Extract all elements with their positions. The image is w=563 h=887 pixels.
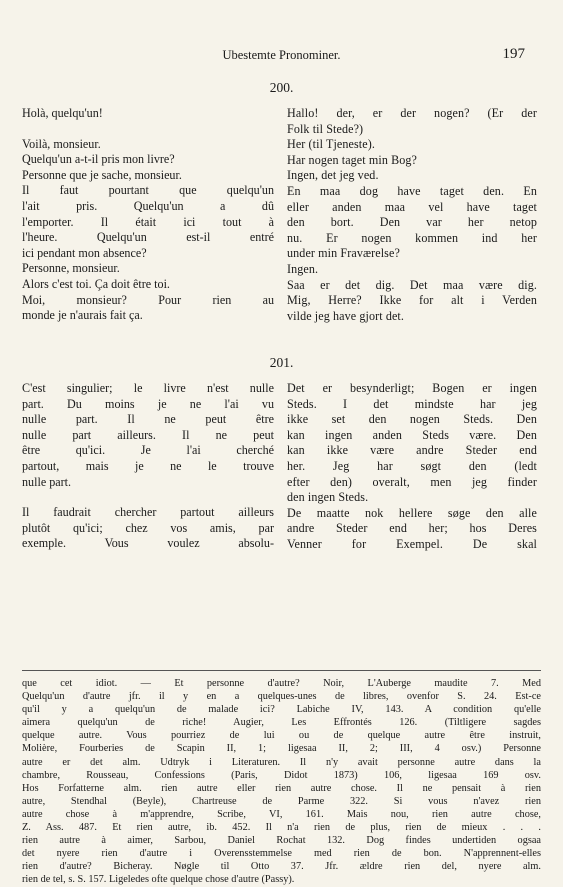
running-header <box>0 48 563 64</box>
footnote-line: autre, Stendhal (Beyle), Chartreuse de Parme 322. Si vous n'avez rien <box>22 795 541 807</box>
page-number: 197 <box>502 46 525 62</box>
section-200-french-column <box>22 106 274 324</box>
french-line: être qu'ici. Je l'ai cherché <box>22 443 274 458</box>
section-200-danish-column <box>287 106 537 324</box>
french-line: part. Du moins je ne l'ai vu <box>22 396 274 411</box>
footnote-line: Molière, Fourberies de Scapin II, 1; ligesaa II, 2; III, 4 osv.) Personne <box>22 743 541 755</box>
danish-line: Folk til Stede?) <box>287 121 364 136</box>
french-line: plutôt qu'ici; chez vos amis, par <box>22 520 274 535</box>
french-line: nulle part. <box>22 474 72 489</box>
french-line: Voilà, monsieur. <box>22 136 101 151</box>
running-title: Ubestemte Pronominer. <box>222 48 341 62</box>
footnote-line: Z. Ass. 487. Et rien autre, ib. 452. Il n'a rien de plus, rien de mieux . . . <box>22 822 541 834</box>
section-201-danish-column <box>287 381 537 553</box>
french-line: Il faut pourtant que quelqu'un <box>22 183 274 198</box>
french-line: Moi, monsieur? Pour rien au <box>22 292 274 307</box>
danish-line: Venner for Exempel. De skal <box>287 536 537 551</box>
line-gap <box>22 490 274 505</box>
footnote-line: que cet idiot. — Et personne d'autre? Noir, L'Auberge maudite 7. Med <box>22 678 541 689</box>
danish-line: vilde jeg have gjort det. <box>287 308 405 323</box>
danish-line: Ingen. <box>287 261 319 276</box>
footnote-line: qu'il y a quelqu'un de malade ici? Labiche IV, 143. A condition qu'elle <box>22 704 541 716</box>
danish-line: her. Jeg har søgt den (ledt <box>287 458 537 473</box>
french-line: Il faudrait chercher partout ailleurs <box>22 505 274 520</box>
french-line: Personne, monsieur. <box>22 261 120 276</box>
danish-line: Saa er det dig. Det maa være dig. <box>287 277 537 292</box>
footnote-line: rien d'autre? Bicheray. Nøgle til Otto 37. Jfr. ældre rien del, nyere alm. <box>22 861 541 873</box>
danish-line: En maa dog have taget den. En <box>287 183 537 198</box>
french-line: ici pendant mon absence? <box>22 245 147 260</box>
danish-line: den bort. Den var her netop <box>287 215 537 230</box>
danish-line: Mig, Herre? Ikke for alt i Verden <box>287 293 537 308</box>
section-number-200: 200. <box>269 80 294 95</box>
french-line: nulle part ailleurs. Il ne peut <box>22 427 274 442</box>
footnote-line: Quelqu'un d'autre jfr. il y en a quelques-unes de libres, ovenfor S. 24. Est-ce <box>22 691 541 703</box>
footnote-line: autre chose à m'apprendre, Scribe, VI, 161. Mais nou, rien autre chose, <box>22 808 541 820</box>
french-line: nulle part. Il ne peut être <box>22 412 274 427</box>
french-line: l'ait pris. Quelqu'un a dû <box>22 198 274 213</box>
danish-line: under min Fraværelse? <box>287 246 400 261</box>
danish-line: den ingen Steds. <box>287 490 369 505</box>
french-line: l'heure. Quelqu'un est-il entré <box>22 230 274 245</box>
danish-line: Har nogen taget min Bog? <box>287 152 418 167</box>
french-line: monde je n'aurais fait ça. <box>22 308 143 323</box>
french-line: partout, mais je ne le trouve <box>22 458 274 473</box>
danish-line: kan ingen anden Steds være. Den <box>287 427 537 442</box>
section-201-french-column <box>22 381 274 552</box>
footnote-line: chambre, Rousseau, Confessions (Paris, Didot 1873) 106, ligesaa 169 osv. <box>22 769 541 781</box>
danish-line: ikke set den nogen Steds. Den <box>287 412 537 427</box>
footnote-line: quelque autre. Vous pourriez de lui ou de quelque autre être instruit, <box>22 730 541 742</box>
danish-line: efter den) overalt, men jeg finder <box>287 474 537 489</box>
danish-line: Hallo! der, er der nogen? (Er der <box>287 106 537 120</box>
danish-line: Her (til Tjeneste). <box>287 137 375 152</box>
line-gap <box>22 122 274 137</box>
footnote-line: rien de tel, s. S. 157. Ligeledes ofte quelque chose d'autre (Passy). <box>22 874 295 886</box>
footnote-line: aimera quelqu'un de riche! Augier, Les Effrontés 126. (Tiltligere sagdes <box>22 717 541 729</box>
footnote-line: autre er det alm. Udtryk i Literaturen. Il n'y avait personne autre dans la <box>22 756 541 768</box>
french-line: exemple. Vous voulez absolu- <box>22 536 274 551</box>
french-line: Personne que je sache, monsieur. <box>22 167 182 182</box>
danish-line: Steds. I det mindste har jeg <box>287 396 537 411</box>
footnotes-block <box>22 677 541 887</box>
french-line: Alors c'est toi. Ça doit être toi. <box>22 276 170 291</box>
french-line: Quelqu'un a-t-il pris mon livre? <box>22 152 175 167</box>
danish-line: nu. Er nogen kommen ind her <box>287 230 537 245</box>
footnote-line: det nyere rien d'autre i Overensstemmelse med rien de bon. N'apprennent-elles <box>22 848 541 860</box>
danish-line: Ingen, det jeg ved. <box>287 168 379 183</box>
footnote-line: rien autre à aimer, Sarbou, Daniel Rochat 132. Dog findes undertiden ogsaa <box>22 835 541 847</box>
french-line: l'emporter. Il était ici tout à <box>22 214 274 229</box>
danish-line: De maatte nok hellere søge den alle <box>287 505 537 520</box>
french-line: Holà, quelqu'un! <box>22 106 103 120</box>
french-line: C'est singulier; le livre n'est nulle <box>22 381 274 395</box>
danish-line: Det er besynderligt; Bogen er ingen <box>287 381 537 395</box>
footnote-line: Hos Forfatterne alm. rien autre eller rien autre chose. Il ne pensait à rien <box>22 782 541 794</box>
danish-line: andre Steder end her; hos Deres <box>287 521 537 536</box>
section-number-201: 201. <box>269 355 294 370</box>
danish-line: eller anden maa vel have taget <box>287 199 537 214</box>
footnote-divider <box>22 670 541 671</box>
danish-line: kan ikke være andre Steder end <box>287 443 537 458</box>
